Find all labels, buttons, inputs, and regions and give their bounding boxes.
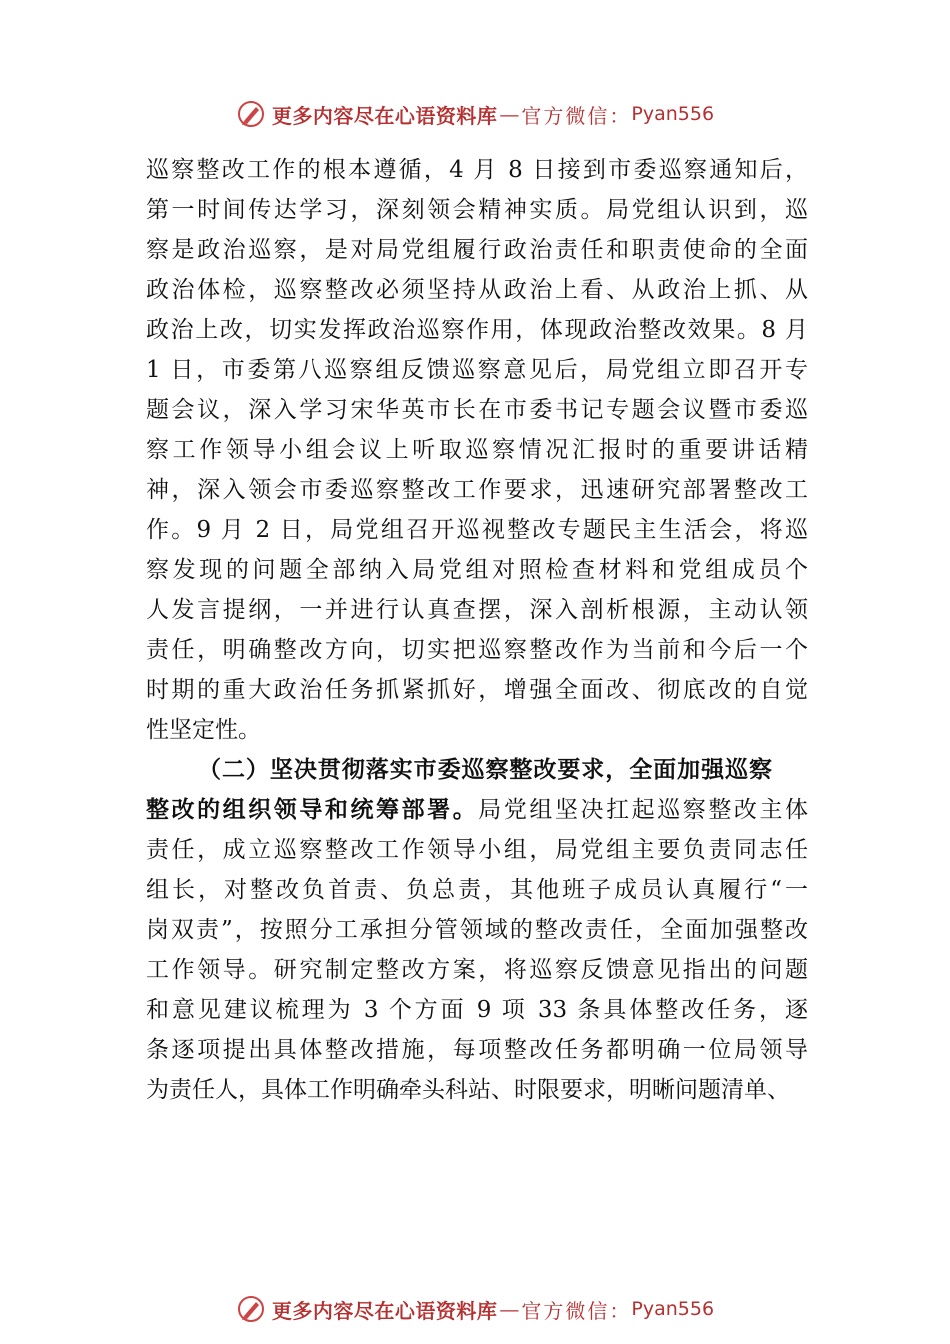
- body-line: 为责任人，具体工作明确牵头科站、时限要求，明晰问题清单、: [146, 1077, 790, 1103]
- watermark-wechat-id: Pyan556: [631, 1298, 715, 1320]
- body-line: 组长，对整改负首责、负总责，其他班子成员认真履行“一: [146, 877, 808, 903]
- body-line: 时期的重大政治任务抓紧抓好，增强全面改、彻底改的自觉: [146, 677, 808, 703]
- body-line: 巡察整改工作的根本遵循，4 月 8 日接到市委巡察通知后，: [146, 157, 808, 183]
- body-line: 政治体检，巡察整改必须坚持从政治上看、从政治上抓、从: [146, 277, 808, 303]
- document-body: [146, 150, 808, 1110]
- body-line: 和意见建议梳理为 3 个方面 9 项 33 条具体整改任务，逐: [146, 997, 808, 1023]
- body-line-start: 局党组坚决扛起巡察整改主体: [478, 797, 809, 823]
- body-line: 政治上改，切实发挥政治巡察作用，体现政治整改效果。8 月: [146, 317, 808, 343]
- watermark-separator: —: [499, 1297, 520, 1321]
- watermark-official-label: 官方微信：: [521, 103, 632, 128]
- body-line: 题会议，深入学习宋华英市长在市委书记专题会议暨市委巡: [146, 397, 808, 423]
- footer-watermark: [0, 1289, 950, 1329]
- section-heading: （二）坚决贯彻落实市委巡察整改要求，全面加强巡察: [198, 756, 772, 783]
- body-line: 人发言提纲，一并进行认真查摆，深入剖析根源，主动认领: [146, 597, 808, 623]
- body-line: 岗双责”，按照分工承担分管领域的整改责任，全面加强整改: [146, 917, 808, 943]
- body-line: 责任，明确整改方向，切实把巡察整改作为当前和今后一个: [146, 637, 808, 663]
- body-line: 责任，成立巡察整改工作领导小组，局党组主要负责同志任: [146, 837, 808, 863]
- body-line: 1 日，市委第八巡察组反馈巡察意见后，局党组立即召开专: [146, 357, 808, 383]
- body-line: 工作领导。研究制定整改方案，将巡察反馈意见指出的问题: [146, 957, 808, 983]
- body-line: 察工作领导小组会议上听取巡察情况汇报时的重要讲话精: [146, 437, 808, 463]
- body-line: 察是政治巡察，是对局党组履行政治责任和职责使命的全面: [146, 237, 808, 263]
- body-line: 性坚定性。: [146, 717, 261, 743]
- header-watermark: [0, 94, 950, 134]
- body-line: 神，深入领会市委巡察整改工作要求，迅速研究部署整改工: [146, 477, 808, 503]
- body-line: 察发现的问题全部纳入局党组对照检查材料和党组成员个: [146, 557, 808, 583]
- body-line: 条逐项提出具体整改措施，每项整改任务都明确一位局领导: [146, 1037, 808, 1063]
- watermark-brand: 更多内容尽在心语资料库: [271, 103, 498, 128]
- watermark-official-label: 官方微信：: [521, 1298, 632, 1323]
- section-heading-tail: 整改的组织领导和统筹部署。: [146, 796, 479, 823]
- watermark-brand: 更多内容尽在心语资料库: [271, 1298, 498, 1323]
- section-heading-continuation: [146, 790, 808, 830]
- body-line: 作。9 月 2 日，局党组召开巡视整改专题民主生活会，将巡: [146, 517, 808, 543]
- pen-logo-icon: [236, 1294, 266, 1324]
- watermark-separator: —: [499, 102, 520, 126]
- pen-logo-icon: [236, 99, 266, 129]
- body-line: 第一时间传达学习，深刻领会精神实质。局党组认识到，巡: [146, 197, 808, 223]
- watermark-wechat-id: Pyan556: [631, 103, 715, 125]
